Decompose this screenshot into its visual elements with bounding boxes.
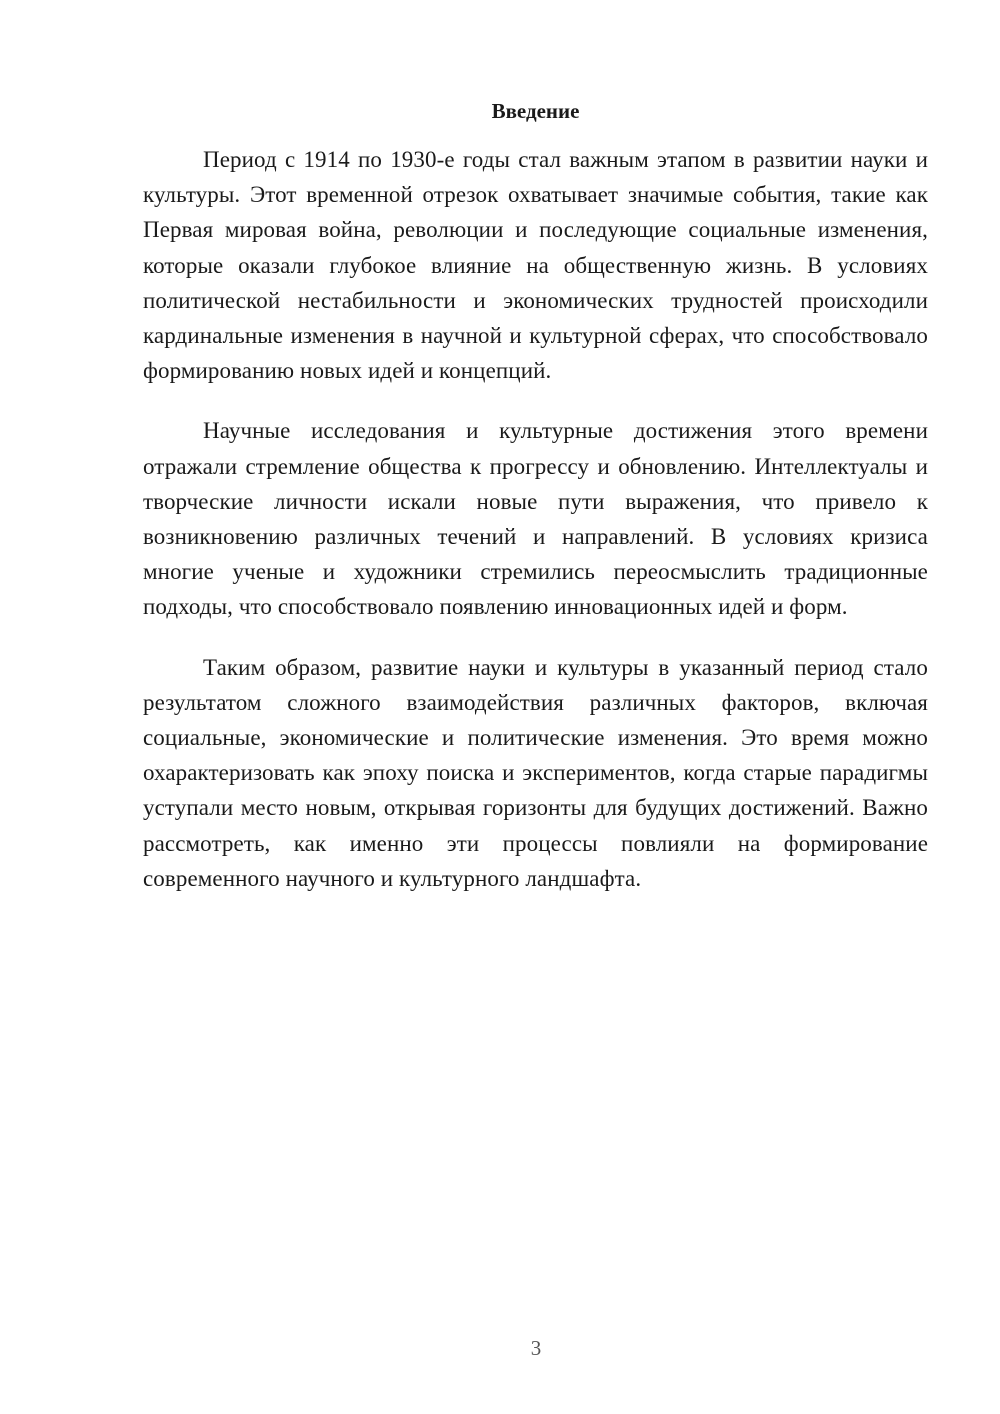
paragraph-2: Научные исследования и культурные достижения этого времени отражали стремление общества к прогрессу и обновлению. Интеллектуалы и творческие личности искали новые пути выражения, что привело к возникновению различных течений и направлений. В условиях кризиса многие ученые и художники стремились переосмыслить традиционные подходы, что способствовало появлению инновационных идей и форм. <box>143 418 928 620</box>
paragraph-3: Таким образом, развитие науки и культуры в указанный период стало результатом сложного взаимодействия различных факторов, включая социальные, экономические и политические изменения. Это время можно охарактеризовать как эпоху поиска и экспериментов, когда старые парадигмы уступали место новым, открывая горизонты для будущих достижений. Важно рассмотреть, как именно эти процессы повлияли на формирование современного научного и культурного ландшафта. <box>143 654 928 891</box>
paragraph-1: Период с 1914 по 1930-е годы стал важным этапом в развитии науки и культуры. Этот временной отрезок охватывает значимые события, такие как Первая мировая война, революции и последующие социальные изменения, которые оказали глубокое влияние на общественную жизнь. В условиях политической нестабильности и экономических трудностей происходили кардинальные изменения в научной и культурной сферах, что способствовало формированию новых идей и концепций. <box>143 147 928 384</box>
body-text <box>143 142 928 921</box>
page-number: 3 <box>530 1336 542 1360</box>
page-title: Введение <box>491 99 580 123</box>
